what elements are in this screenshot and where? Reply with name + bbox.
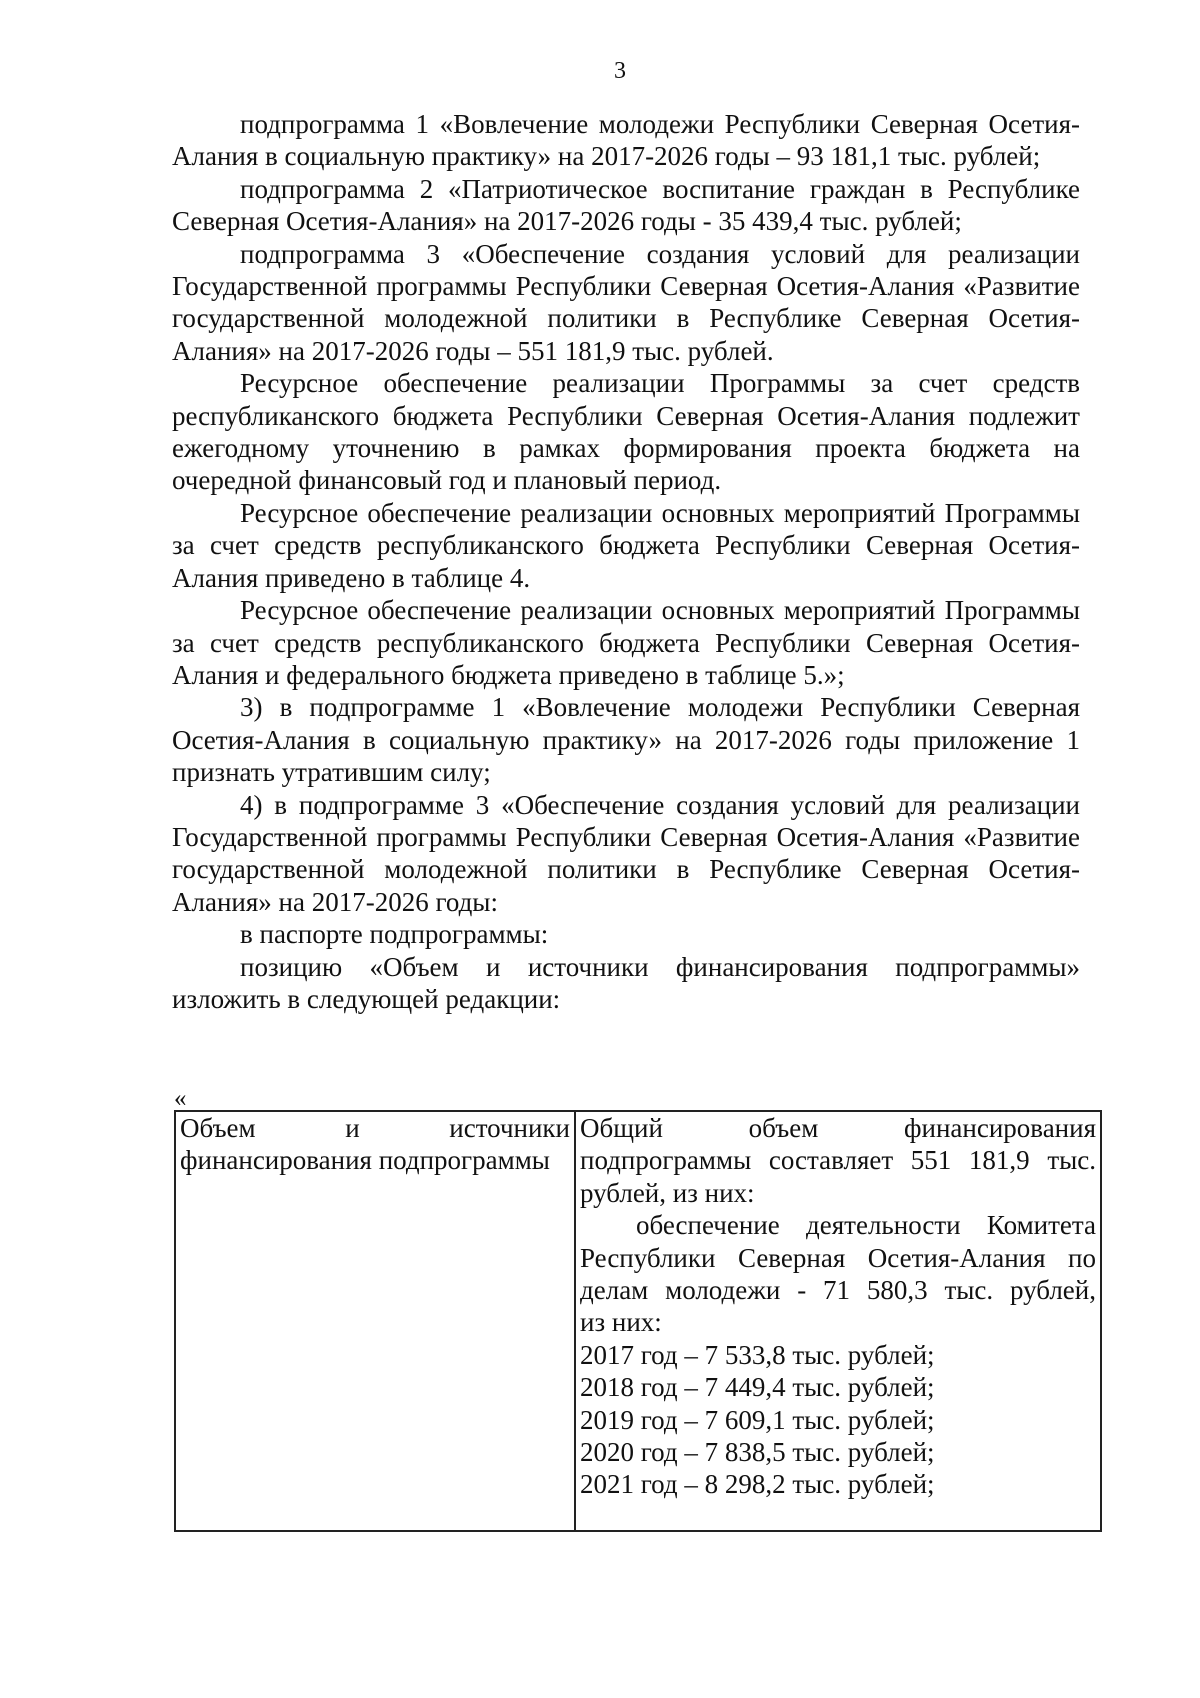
passport-table — [174, 1110, 1102, 1532]
table-cell-value — [575, 1111, 1101, 1531]
cell-text-line: подпрограммы составляет 551 181,9 тыс. — [580, 1145, 1096, 1176]
table-row — [175, 1111, 1101, 1531]
paragraph: позицию «Объем и источники финансирования подпрограммы» изложить в следующей редакции: — [172, 951, 1080, 1014]
year-amount-line: 2017 год – 7 533,8 тыс. рублей; — [580, 1339, 935, 1370]
document-body — [172, 108, 1080, 1015]
year-amount-line: 2020 год – 7 838,5 тыс. рублей; — [580, 1437, 935, 1468]
cell-text-line: обеспечение деятельности Комитета — [636, 1210, 1096, 1241]
year-amount-line: 2019 год – 7 609,1 тыс. рублей; — [580, 1404, 935, 1435]
paragraph: в паспорте подпрограммы: — [240, 919, 549, 950]
cell-text-line: Общий объем финансирования — [580, 1113, 1096, 1143]
cell-text-line: Республики Северная Осетия-Алания по — [580, 1242, 1096, 1273]
cell-text-line: делам молодежи - 71 580,3 тыс. рублей, — [580, 1275, 1096, 1306]
opening-quote-mark: « — [174, 1085, 187, 1112]
paragraph: Ресурсное обеспечение реализации Программы за счет средств республиканского бюджета Республики Северная Осетия-Алания подлежит ежегодному уточнению в рамках формирования проекта бюджета на очередной финансовый год и плановый период. — [172, 368, 1080, 496]
cell-text-line: рублей, из них: — [580, 1177, 755, 1208]
cell-text-line: из них: — [580, 1307, 662, 1338]
year-amount-line: 2018 год – 7 449,4 тыс. рублей; — [580, 1372, 935, 1403]
paragraph: 3) в подпрограмме 1 «Вовлечение молодежи Республики Северная Осетия-Алания в социальную практику» на 2017-2026 годы приложение 1 признать утратившим силу; — [172, 692, 1080, 788]
year-amount-line: 2021 год – 8 298,2 тыс. рублей; — [580, 1469, 935, 1500]
table-cell-label — [175, 1111, 575, 1531]
page-number: 3 — [614, 58, 626, 84]
paragraph: Ресурсное обеспечение реализации основных мероприятий Программы за счет средств республиканского бюджета Республики Северная Осетия-Алания и федерального бюджета приведено в таблице 5.»; — [172, 595, 1080, 690]
cell-text-line: финансирования подпрограммы — [180, 1145, 550, 1176]
paragraph: 4) в подпрограмме 3 «Обеспечение создания условий для реализации Государственной программы Республики Северная Осетия-Алания «Развитие государственной молодежной политики в Республике Северная Осетия-Алания» на 2017-2026 годы: — [172, 789, 1080, 917]
cell-text-line: Объем и источники — [180, 1113, 570, 1143]
paragraph: Ресурсное обеспечение реализации основных мероприятий Программы за счет средств республиканского бюджета Республики Северная Осетия-Алания приведено в таблице 4. — [172, 497, 1080, 593]
paragraph: подпрограмма 3 «Обеспечение создания условий для реализации Государственной программы Республики Северная Осетия-Алания «Развитие государственной молодежной политики в Республике Северная Осетия-Алания» на 2017-2026 годы – 551 181,9 тыс. рублей. — [172, 238, 1080, 366]
paragraph: подпрограмма 1 «Вовлечение молодежи Республики Северная Осетия-Алания в социальную практику» на 2017-2026 годы – 93 181,1 тыс. рублей; — [172, 109, 1080, 172]
paragraph: подпрограмма 2 «Патриотическое воспитание граждан в Республике Северная Осетия-Алания» на 2017-2026 годы - 35 439,4 тыс. рублей; — [172, 173, 1080, 237]
